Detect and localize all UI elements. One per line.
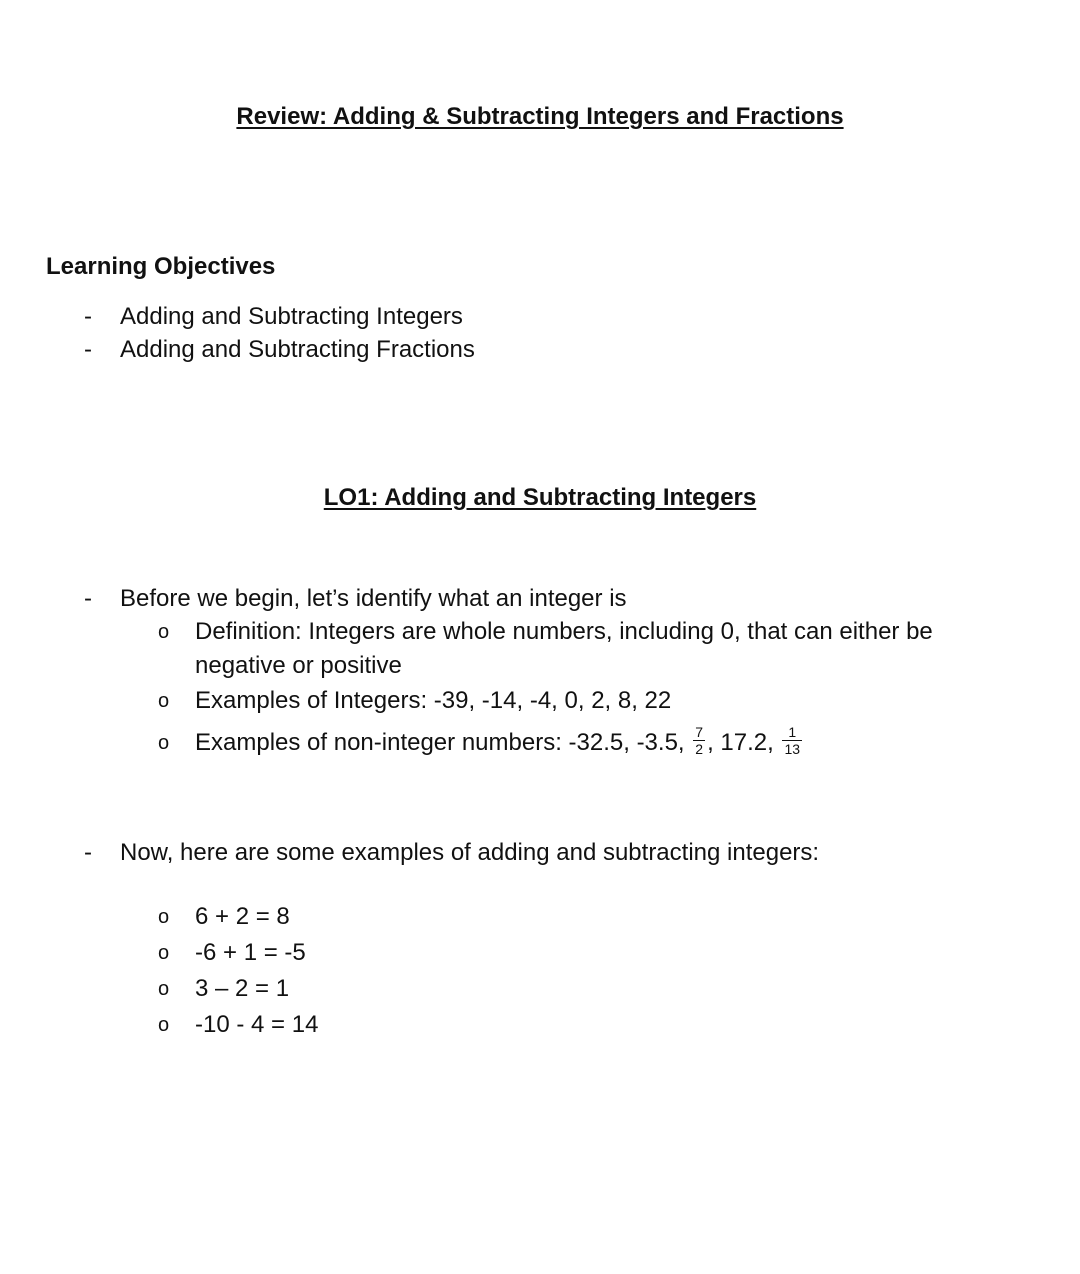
fraction-denominator: 2 (695, 741, 704, 758)
non-integer-examples-item (158, 726, 804, 760)
non-integer-prefix: Examples of non-integer numbers: -32.5, -3.5, (195, 729, 685, 756)
circle-bullet: o (158, 732, 170, 754)
non-integer-middle: , 17.2, (707, 729, 774, 756)
equation-text: 3 – 2 = 1 (195, 975, 290, 1002)
equation-text: -10 - 4 = 14 (195, 1011, 319, 1038)
definition-text: Definition: Integers are whole numbers, including 0, that can either be negative or positive (195, 618, 933, 679)
circle-bullet: o (158, 1014, 170, 1036)
intro-text: Before we begin, let’s identify what an integer is (120, 585, 627, 612)
equation-text: -6 + 1 = -5 (195, 939, 306, 966)
fraction-denominator: 13 (784, 741, 801, 758)
circle-bullet: o (158, 621, 170, 643)
integer-examples-text: Examples of Integers: -39, -14, -4, 0, 2, 8, 22 (195, 687, 672, 714)
lo1-heading: LO1: Adding and Subtracting Integers (323, 484, 757, 511)
circle-bullet: o (158, 690, 170, 712)
fraction-numerator: 1 (782, 724, 802, 741)
intro-item (84, 585, 627, 613)
learning-objectives-heading: Learning Objectives (46, 253, 276, 280)
fraction-seven-halves (693, 724, 705, 757)
examples-intro-item (84, 839, 819, 867)
objective-item-fractions (84, 336, 475, 364)
objective-item-integers (84, 303, 463, 331)
integer-examples-item (158, 684, 671, 718)
dash-bullet: - (84, 839, 92, 866)
circle-bullet: o (158, 906, 170, 928)
examples-intro-text: Now, here are some examples of adding and subtracting integers: (120, 839, 820, 866)
fraction-one-thirteenth (782, 724, 802, 757)
equation-item (158, 900, 290, 934)
dash-bullet: - (84, 303, 92, 330)
objective-text: Adding and Subtracting Integers (120, 303, 463, 330)
definition-item (158, 615, 978, 683)
dash-bullet: - (84, 336, 92, 363)
equation-item (158, 1008, 318, 1042)
dash-bullet: - (84, 585, 92, 612)
equation-item (158, 972, 289, 1006)
circle-bullet: o (158, 978, 170, 1000)
objective-text: Adding and Subtracting Fractions (120, 336, 475, 363)
circle-bullet: o (158, 942, 170, 964)
non-integer-examples-text (195, 726, 804, 760)
fraction-numerator: 7 (695, 724, 704, 741)
equation-item (158, 936, 306, 970)
document-title: Review: Adding & Subtracting Integers and Fractions (236, 103, 844, 130)
equation-text: 6 + 2 = 8 (195, 903, 290, 930)
